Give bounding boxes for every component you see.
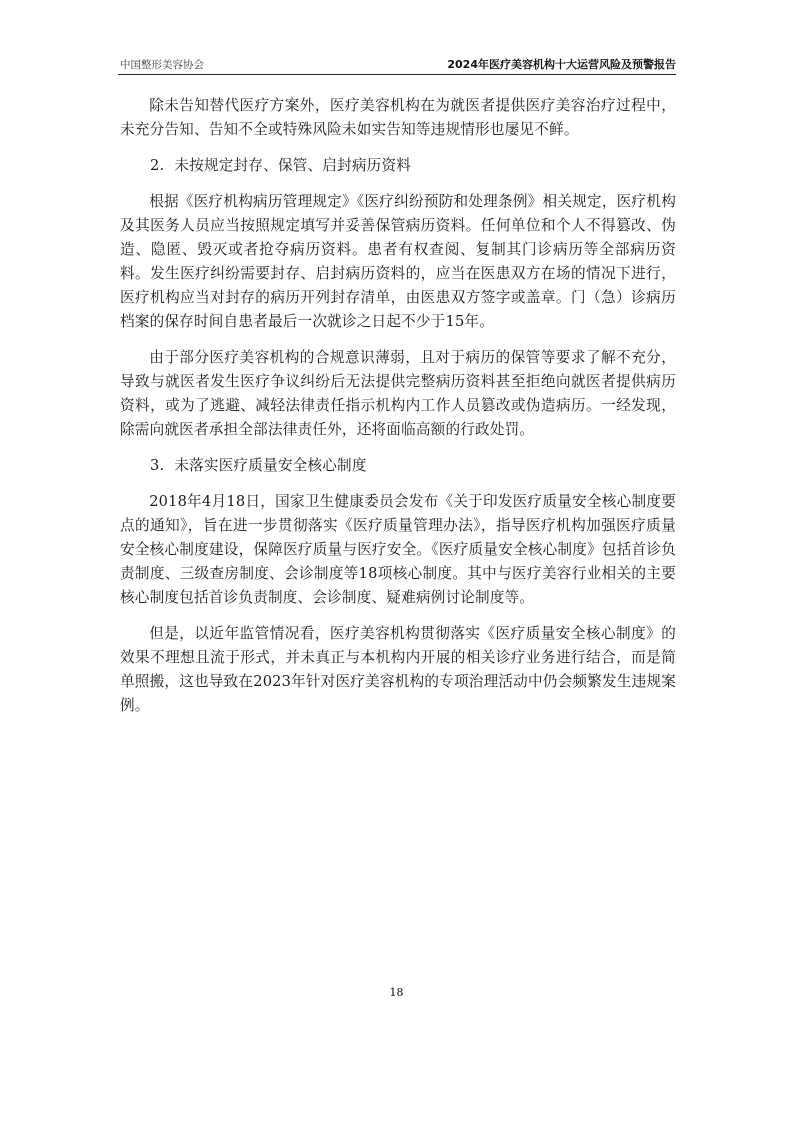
- section-heading-3: [120, 454, 676, 478]
- paragraph-4: 2018年4月18日，国家卫生健康委员会发布《关于印发医疗质量安全核心制度要点的通知》，旨在进一步贯彻落实《医疗质量管理办法》，指导医疗机构加强医疗质量安全核心制度建设，保障医疗质量与医疗安全。《医疗质量安全核心制度》包括首诊负责制度、三级查房制度、会诊制度等18项核心制度。其中与医疗美容行业相关的主要核心制度包括首诊负责制度、会诊制度、疑难病例讨论制度等。: [120, 493, 676, 606]
- paragraph-2: 根据《医疗机构病历管理规定》《医疗纠纷预防和处理条例》相关规定，医疗机构及其医务人员应当按照规定填写并妥善保管病历资料。任何单位和个人不得篡改、伪造、隐匿、毁灭或者抢夺病历资料。患者有权查阅、复制其门诊病历等全部病历资料。发生医疗纠纷需要封存、启封病历资料的，应当在医患双方在场的情况下进行，医疗机构应当对封存的病历开列封存清单，由医患双方签字或盖章。门（急）诊病历档案的保存时间自患者最后一次就诊之日起不少于15年。: [120, 193, 676, 330]
- section-heading-2: [120, 154, 676, 178]
- paragraph-1: 除未告知替代医疗方案外，医疗美容机构在为就医者提供医疗美容治疗过程中，未充分告知、告知不全或特殊风险未如实告知等违规情形也屡见不鲜。: [120, 97, 676, 138]
- section-title-3: 未落实医疗质量安全核心制度: [174, 457, 367, 474]
- header-organization: 中国整形美容协会: [120, 59, 204, 71]
- main-content: [120, 94, 676, 730]
- section-number-2: 2.: [150, 157, 165, 174]
- paragraph-5: 但是，以近年监管情况看，医疗美容机构贯彻落实《医疗质量安全核心制度》的效果不理想且流于形式，并未真正与本机构内开展的相关诊疗业务进行结合，而是简单照搬，这也导致在2023年针对医疗美容机构的专项治理活动中仍会频繁发生违规案例。: [120, 625, 676, 714]
- section-title-2: 未按规定封存、保管、启封病历资料: [174, 157, 412, 174]
- page-number: 18: [389, 986, 404, 999]
- page-header: [118, 56, 676, 75]
- section-number-3: 3.: [150, 457, 165, 474]
- paragraph-3: 由于部分医疗美容机构的合规意识薄弱，且对于病历的保管等要求了解不充分，导致与就医者发生医疗争议纠纷后无法提供完整病历资料甚至拒绝向就医者提供病历资料，或为了逃避、减轻法律责任指示机构内工作人员篡改或伪造病历。一经发现，除需向就医者承担全部法律责任外，还将面临高额的行政处罚。: [120, 349, 676, 438]
- header-report-title: 2024年医疗美容机构十大运营风险及预警报告: [447, 58, 676, 71]
